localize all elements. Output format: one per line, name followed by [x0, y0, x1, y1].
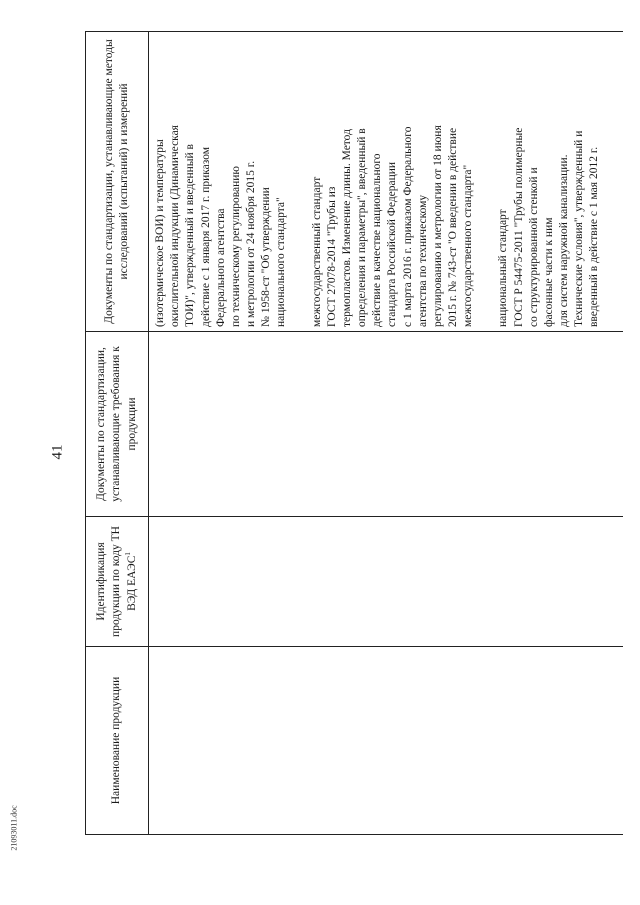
header-identification: [86, 517, 149, 647]
cell-identification: [149, 517, 623, 647]
text-line: введенный в действие с 1 мая 2012 г.: [588, 146, 601, 327]
text-line: действие в качестве национального: [371, 153, 384, 327]
text-line: национального стандарта": [275, 197, 288, 327]
text-line: национальный стандарт: [497, 209, 510, 327]
document-filename: 21093011.doc: [9, 805, 19, 851]
text-line: межгосударственный стандарт: [310, 176, 323, 327]
cell-product-name: [149, 647, 623, 835]
text-line: регулированию и метрологии от 18 июня: [431, 125, 444, 327]
text-line: действие с 1 января 2017 г. приказом: [199, 146, 212, 327]
standard-block-3: [496, 36, 602, 327]
text-line: Технические условия", утвержденный и: [573, 130, 586, 327]
header-product-name-text: Наименование продукции: [110, 676, 123, 805]
text-line: по техническому регулированию: [229, 165, 242, 327]
text-line: и метрологии от 24 ноября 2015 г.: [245, 160, 258, 327]
text-line: межгосударственного стандарта": [462, 164, 475, 327]
text-line: термопластов. Изменение длины. Метод: [340, 129, 353, 327]
cell-test-method-docs: [149, 32, 623, 332]
text-line: окислительной индукции (Динамическая: [169, 125, 182, 327]
text-line: 2015 г. № 743-ст "О введении в действие: [447, 127, 460, 327]
table-row: [149, 32, 623, 835]
text-line: агентства по техническому: [416, 194, 429, 327]
standards-table: [85, 31, 623, 835]
text-line: фасонные части к ним: [542, 217, 555, 327]
header-test-method-docs-text: Документы по стандартизации, устанавливающие методы исследований (испытаний) и измерений: [102, 39, 130, 324]
text-line: ГОСТ 27078-2014 "Трубы из: [325, 186, 338, 327]
text-line: со структурированной стенкой и: [527, 167, 540, 327]
rotated-table-area: [85, 32, 601, 835]
text-line: № 1958-ст "Об утверждении: [260, 187, 273, 327]
text-line: определения и параметры", введенный в: [356, 128, 369, 327]
text-line: для систем наружной канализации.: [558, 154, 571, 327]
header-identification-text: Идентификация продукции по коду ТН ВЭД ЕАЭС: [94, 526, 138, 637]
header-product-name: [86, 647, 149, 835]
page-number: 41: [49, 444, 66, 460]
standard-block-1: [153, 36, 290, 327]
text-line: Федерального агентства: [214, 208, 227, 327]
header-test-method-docs: [86, 32, 149, 332]
text-line: ТОИ)", утвержденный и введенный в: [184, 144, 197, 327]
header-requirement-docs-text: Документы по стандартизации, устанавливающие требования к продукции: [95, 346, 138, 502]
cell-requirement-docs: [149, 332, 623, 517]
text-line: стандарта Российской Федерации: [386, 161, 399, 327]
rotated-table-container: [85, 32, 601, 835]
table-header-row: [86, 32, 149, 835]
text-line: ГОСТ Р 54475-2011 "Трубы полимерные: [512, 127, 525, 327]
text-line: с 1 марта 2016 г. приказом Федерального: [401, 126, 414, 327]
text-line: (изотермическое ВОИ) и температуры: [154, 139, 166, 327]
header-requirement-docs: [86, 332, 149, 517]
footnote-marker: 1: [124, 552, 133, 556]
standard-block-2: [310, 36, 477, 327]
